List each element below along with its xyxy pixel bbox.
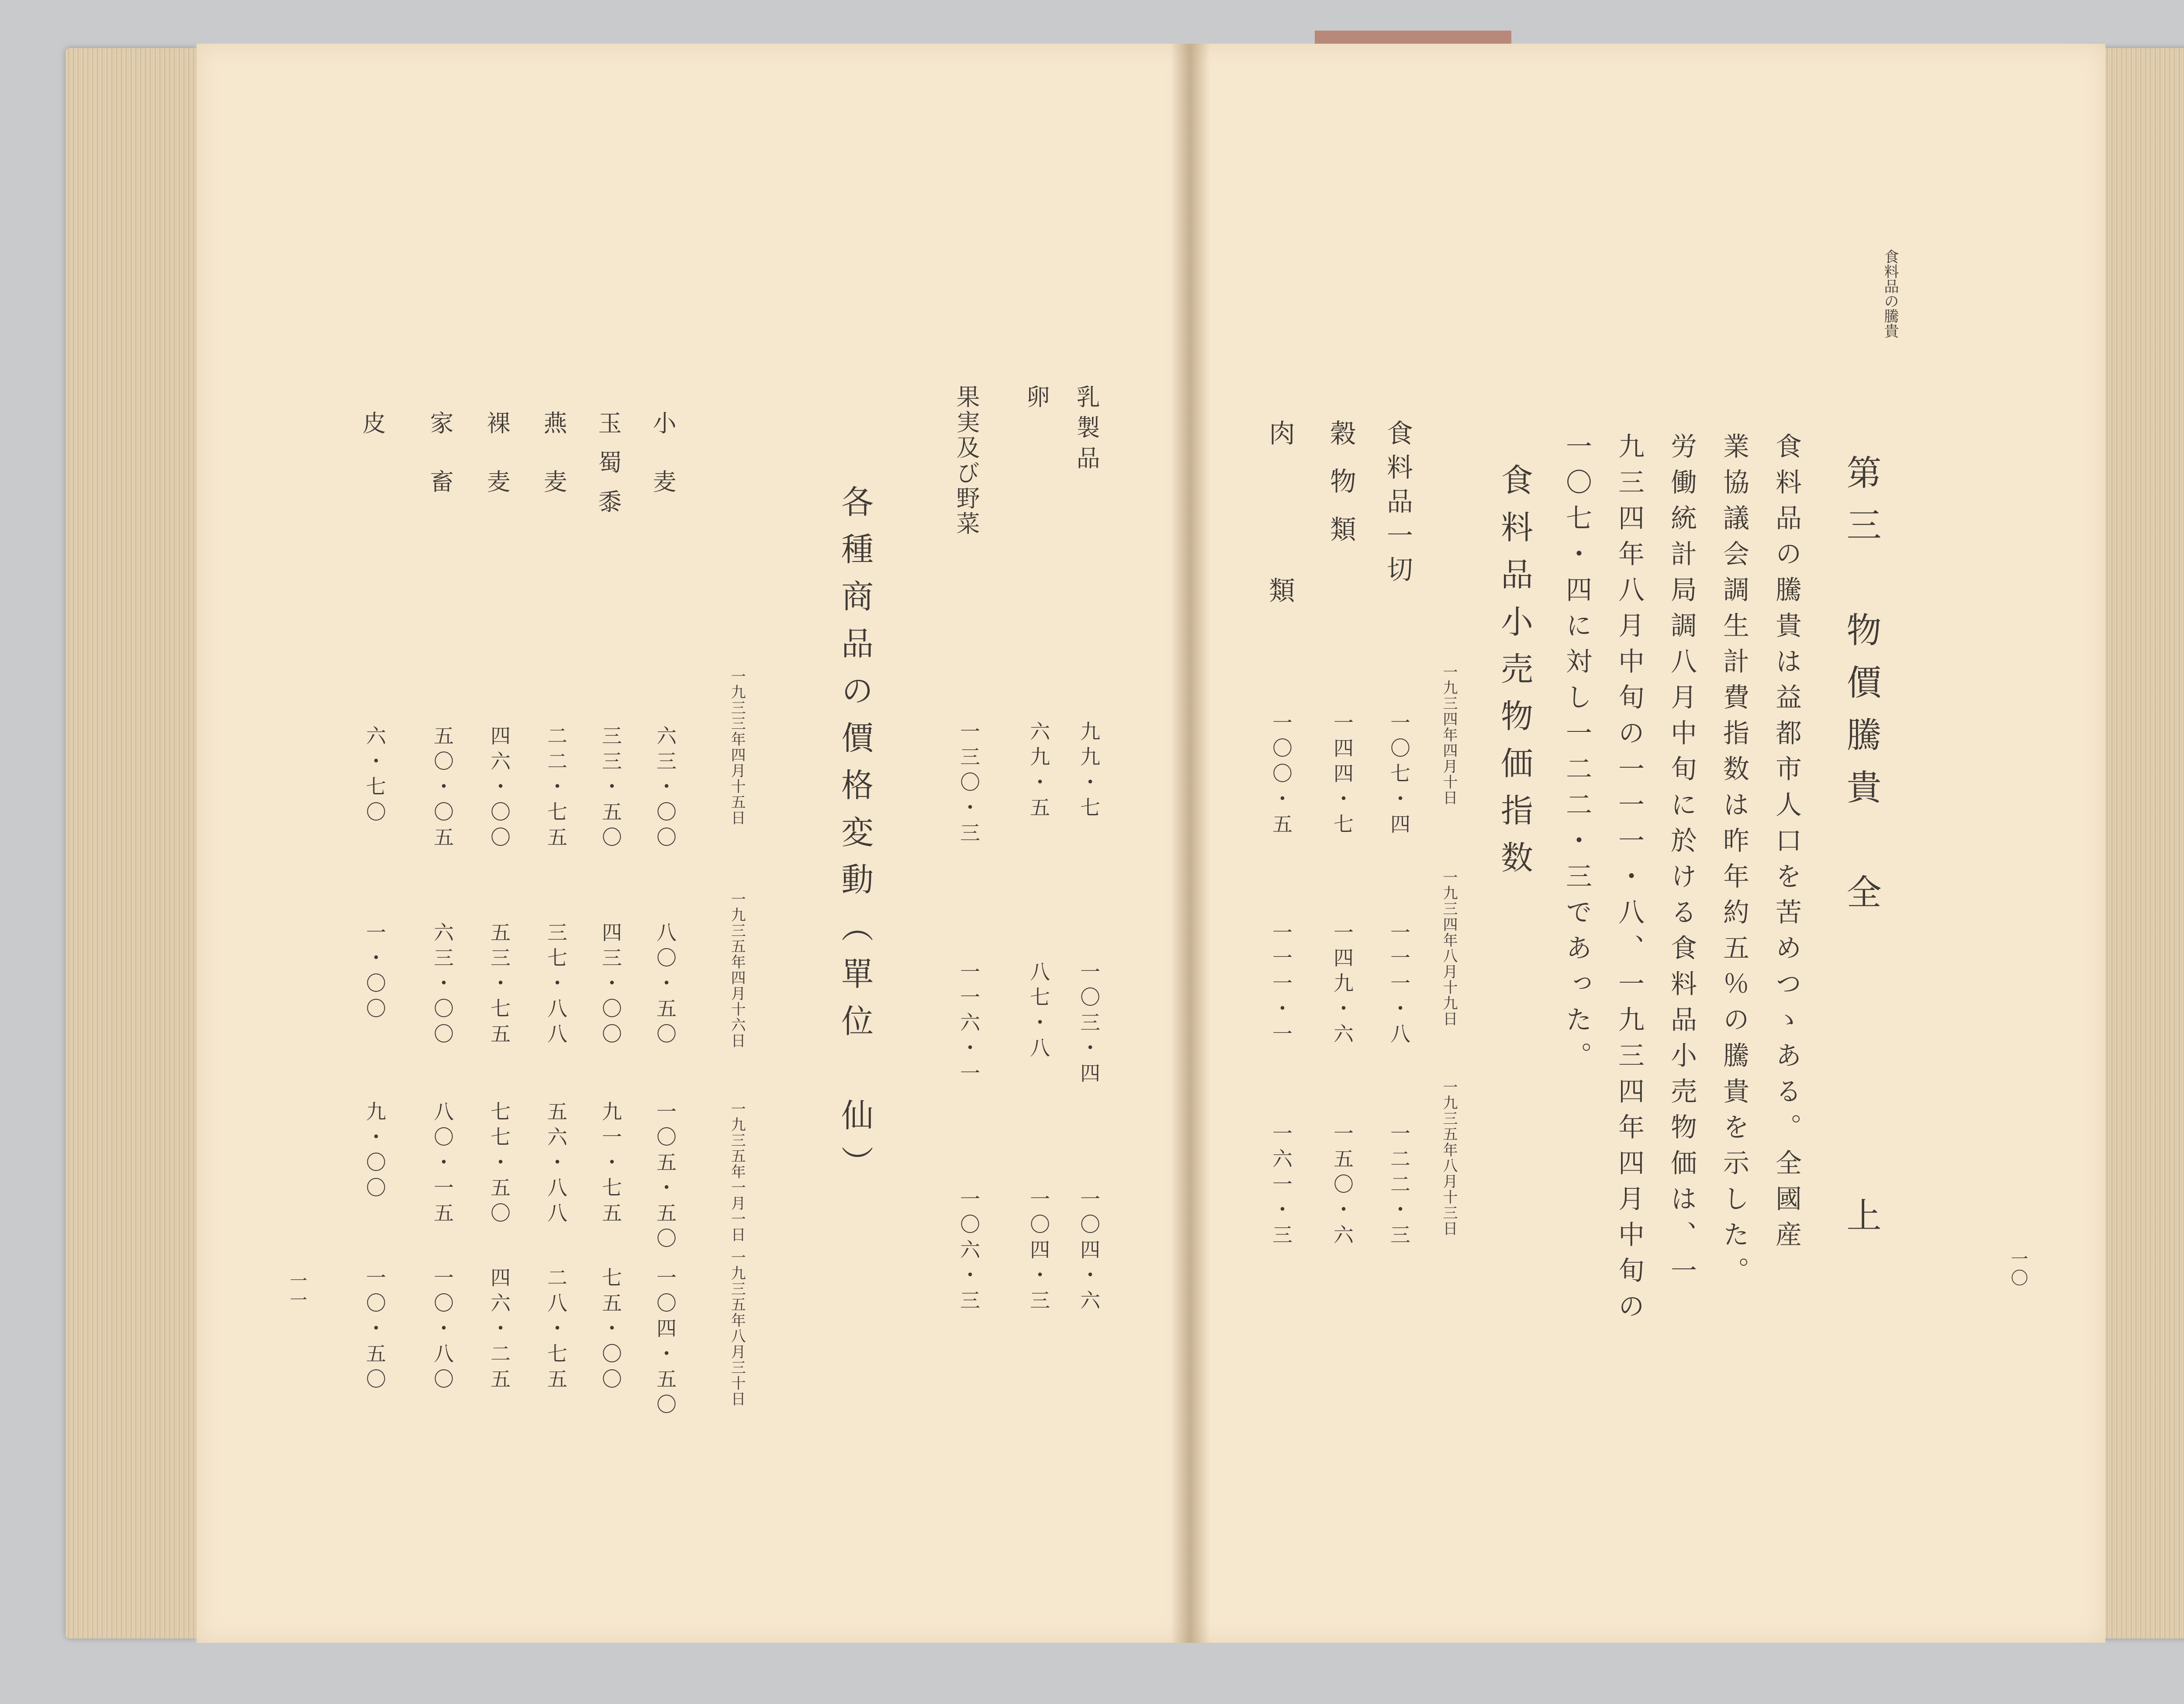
cell-dairy-1: 九九・七 [1077, 721, 1101, 822]
cell-hides-1: 六・七〇 [363, 725, 387, 827]
row-label-rye: 裸麦 [483, 411, 511, 528]
cell-corn-2: 四三・〇〇 [599, 922, 622, 1049]
row-label-hides: 皮 [359, 411, 386, 441]
date-header-4: 一九三五年八月三十日 [728, 1250, 746, 1407]
date-header-right-2: 一九三四年八月十九日 [1440, 869, 1458, 1027]
row-label-corn: 玉蜀黍 [594, 411, 622, 529]
date-header-2: 一九三五年四月十六日 [728, 891, 746, 1049]
right-page [1188, 44, 2105, 1643]
cell-dairy-3: 一〇四・六 [1077, 1188, 1101, 1315]
page-number-left: 一一 [287, 1271, 307, 1310]
cell-fruit-veg-2: 一一六・一 [957, 961, 981, 1088]
body-line-4: 九三四年八月中旬の一一一・八、一九三四年四月中旬の [1614, 433, 1645, 1328]
date-header-1: 一九三三年四月十五日 [728, 668, 746, 826]
cell-fruit-veg-3: 一〇六・三 [957, 1188, 981, 1315]
cell-rye-2: 五三・七五 [487, 922, 511, 1049]
cell-all-food-2: 一一一・八 [1387, 922, 1411, 1049]
row-label-dairy: 乳製品 [1073, 384, 1100, 476]
cell-hides-3: 九・〇〇 [363, 1101, 387, 1202]
chapter-title: 第三 物價騰貴 全 [1841, 454, 1881, 926]
cell-eggs-1: 六九・五 [1027, 721, 1051, 822]
chapter-subtitle: 上 [1841, 1197, 1881, 1250]
row-label-oats: 燕麦 [540, 411, 567, 528]
page-number-right: 一〇 [2008, 1250, 2028, 1288]
cell-hides-4: 一〇・五〇 [363, 1267, 387, 1394]
date-header-right-1: 一九三四年四月十日 [1440, 664, 1458, 806]
cell-rye-3: 七七・五〇 [487, 1101, 511, 1228]
cell-livestock-2: 六三・〇〇 [431, 922, 454, 1049]
open-book [66, 31, 2184, 1656]
cell-wheat-1: 六三・〇〇 [653, 725, 677, 852]
body-line-3: 労働統計局調八月中旬に於ける食料品小売物価は、一 [1666, 433, 1697, 1292]
row-label-meat: 肉 類 [1265, 419, 1295, 655]
cell-meat-1: 一〇〇・五 [1269, 712, 1293, 839]
left-page-edges [66, 48, 197, 1638]
cell-grains-2: 一四九・六 [1330, 922, 1354, 1049]
cell-corn-1: 三三・五〇 [599, 725, 622, 852]
cell-wheat-2: 八〇・五〇 [653, 922, 677, 1049]
cell-oats-4: 二八・七五 [544, 1267, 568, 1394]
cell-eggs-3: 一〇四・三 [1027, 1188, 1051, 1315]
cell-rye-1: 四六・〇〇 [487, 725, 511, 852]
cell-wheat-4: 一〇四・五〇 [653, 1267, 677, 1419]
table-title: 各種商品の價格変動（單位 仙） [836, 485, 874, 1193]
row-label-livestock: 家畜 [426, 411, 454, 528]
row-label-grains: 穀物類 [1326, 419, 1356, 564]
cell-corn-3: 九一・七五 [599, 1101, 622, 1228]
cell-all-food-3: 一二二・三 [1387, 1123, 1411, 1250]
cell-eggs-2: 八七・八 [1027, 961, 1051, 1063]
date-header-right-3: 一九三五年八月十三日 [1440, 1079, 1458, 1236]
cell-all-food-1: 一〇七・四 [1387, 712, 1411, 839]
row-label-eggs: 卵 [1023, 384, 1050, 415]
cell-oats-3: 五六・八八 [544, 1101, 568, 1228]
cell-livestock-1: 五〇・〇五 [431, 725, 454, 852]
row-label-fruit-veg: 果実及び野菜 [953, 384, 980, 537]
body-line-1: 食料品の騰貴は益都市人口を苦めつゝある。全國産 [1771, 433, 1802, 1257]
cell-corn-4: 七五・〇〇 [599, 1267, 622, 1394]
cell-livestock-4: 一〇・八〇 [431, 1267, 454, 1394]
body-line-5: 一〇七・四に対し一二二・三であった。 [1562, 433, 1592, 1077]
cell-dairy-2: 一〇三・四 [1077, 961, 1101, 1088]
row-label-wheat: 小麦 [649, 411, 677, 528]
cell-livestock-3: 八〇・一五 [431, 1101, 454, 1228]
book-gutter [1171, 44, 1210, 1643]
table-title-right: 食料品小売物価指数 [1496, 463, 1533, 888]
cell-grains-3: 一五〇・六 [1330, 1123, 1354, 1250]
cell-meat-2: 一一一・一 [1269, 922, 1293, 1049]
row-label-all-food: 食料品一切 [1382, 419, 1413, 590]
running-head: 食料品の騰貴 [1881, 249, 1899, 338]
cell-hides-2: 一・〇〇 [363, 922, 387, 1023]
cell-wheat-3: 一〇五・五〇 [653, 1101, 677, 1253]
cell-oats-2: 三七・八八 [544, 922, 568, 1049]
cell-fruit-veg-1: 一三〇・三 [957, 721, 981, 848]
date-header-3: 一九三五年一月一日 [728, 1101, 746, 1243]
cell-grains-1: 一四四・七 [1330, 712, 1354, 839]
body-line-2: 業協議会調生計費指数は昨年約五％の騰貴を示した。 [1719, 433, 1749, 1292]
cell-oats-1: 二二・七五 [544, 725, 568, 852]
cell-meat-3: 一六一・三 [1269, 1123, 1293, 1250]
left-page [197, 44, 1188, 1643]
cell-rye-4: 四六・二五 [487, 1267, 511, 1394]
